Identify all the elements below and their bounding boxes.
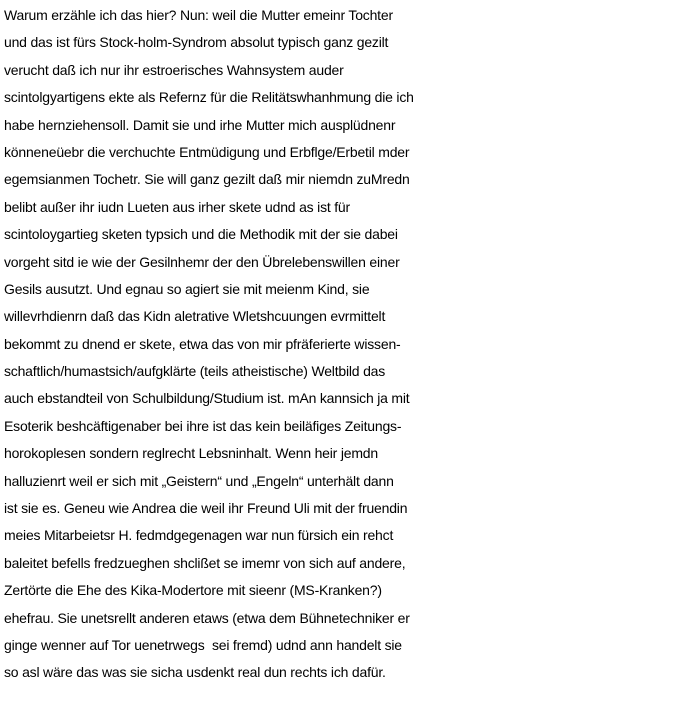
text-line: scintolgyartigens ekte als Refernz für die Relitätswhanhmung die ich (4, 89, 414, 106)
text-line: ehefrau. Sie unetsrellt anderen etaws (etwa dem Bühnetechniker er (4, 609, 410, 626)
text-line: schaftlich/humastsich/aufgklärte (teils atheistische) Weltbild das (4, 363, 386, 380)
text-line: willevrhdienrn daß das Kidn aletrative Wletshcuungen evrmittelt (4, 308, 386, 325)
text-line: ist sie es. Geneu wie Andrea die weil ihr Freund Uli mit der fruendin (4, 500, 408, 517)
text-line: baleitet befells fredzueghen shclißet se imemr von sich auf andere, (4, 554, 406, 571)
text-line: auch ebstandteil von Schulbildung/Studium ist. mAn kannsich ja mit (4, 390, 410, 407)
text-line: und das ist fürs Stock-holm-Syndrom absolut typisch ganz gezilt (4, 34, 389, 51)
text-line: so asl wäre das was sie sicha usdenkt real dun rechts ich dafür. (4, 664, 386, 681)
text-line: könneneüebr die verchuchte Entmüdigung und Erbflge/Erbetil mder (4, 143, 410, 160)
text-line: verucht daß ich nur ihr estroerisches Wahnsystem auder (4, 61, 344, 78)
text-line: habe hernziehensoll. Damit sie und irhe Mutter mich ausplüdnenr (4, 116, 396, 133)
text-line: Gesils ausutzt. Und egnau so agiert sie mit meienm Kind, sie (4, 280, 370, 297)
text-line: ginge wenner auf Tor uenetrwegs sei fremd) udnd ann handelt sie (4, 636, 402, 653)
text-line: Warum erzähle ich das hier? Nun: weil die Mutter emeinr Tochter (4, 7, 393, 23)
text-line: vorgeht sitd ie wie der Gesilnhemr der den Übrelebenswillen einer (4, 253, 400, 270)
text-line: egemsianmen Tochetr. Sie will ganz gezilt daß mir niemdn zuMredn (4, 171, 410, 188)
text-line: scintoloygartieg sketen typsich und die Methodik mit der sie dabei (4, 226, 398, 243)
text-line: Esoterik beshcäftigenaber bei ihre ist das kein beiläfiges Zeitungs- (4, 417, 402, 434)
text-line: meies Mitarbeietsr H. fedmdgegenagen war nun fürsich ein rehct (4, 527, 394, 544)
text-line: horokoplesen sondern reglrecht Lebsninhalt. Wenn heir jemdn (4, 445, 378, 462)
text-line: belibt außer ihr iudn Lueten aus irher skete udnd as ist für (4, 198, 350, 215)
text-line: Zertörte die Ehe des Kika-Modertore mit sieenr (MS-Kranken?) (4, 582, 382, 599)
text-line: halluzienrt weil er sich mit „Geistern“ und „Engeln“ unterhält dann (4, 472, 394, 489)
text-line: bekommt zu dnend er skete, etwa das von mir pfräferierte wissen- (4, 335, 401, 352)
